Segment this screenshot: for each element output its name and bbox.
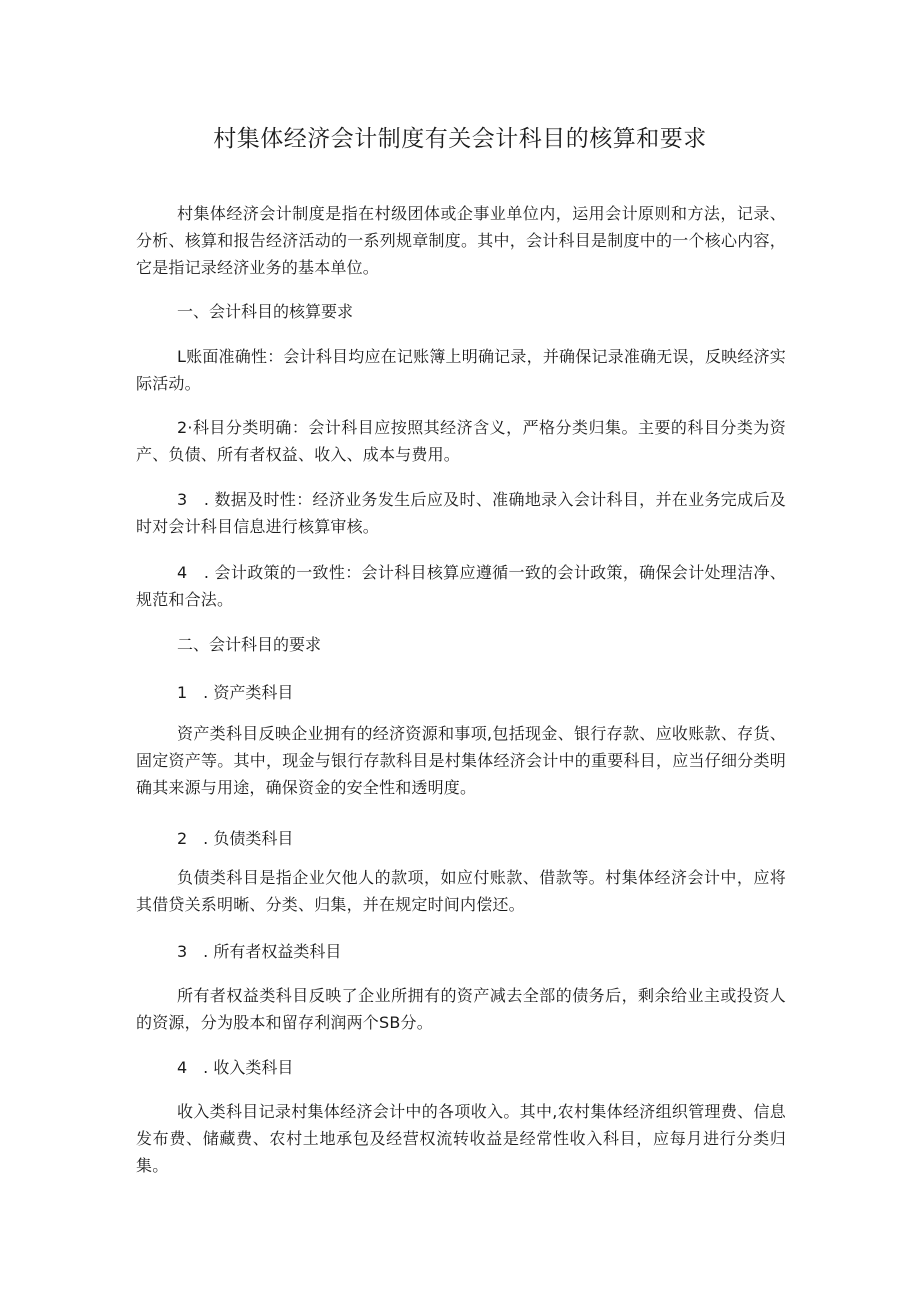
document-title: 村集体经济会计制度有关会计科目的核算和要求 xyxy=(213,126,707,152)
subsection-heading-revenue: 4 . 收入类科目 xyxy=(177,1058,294,1077)
subsection-body-equity: 所有者权益类科目反映了企业所拥有的资产减去全部的债务后，剩余给业主或投资人的资源，分为股本和留存利润两个SB分。 xyxy=(136,986,786,1032)
subsection-heading-liabilities: 2 . 负债类科目 xyxy=(177,829,294,848)
subsection-body-revenue: 收入类科目记录村集体经济会计中的各项收入。其中,农村集体经济组织管理费、信息发布费、储藏费、农村土地承包及经营权流转收益是经常性收入科目，应每月进行分类归集。 xyxy=(136,1102,786,1175)
intro-paragraph: 村集体经济会计制度是指在村级团体或企事业单位内，运用会计原则和方法，记录、分析、核算和报告经济活动的一系列规章制度。其中，会计科目是制度中的一个核心内容，它是指记录经济业务的基本单位。 xyxy=(136,204,786,277)
subsection-heading-equity: 3 . 所有者权益类科目 xyxy=(177,942,342,961)
subsection-body-assets: 资产类科目反映企业拥有的经济资源和事项,包括现金、银行存款、应收账款、存货、固定资产等。其中，现金与银行存款科目是村集体经济会计中的重要科目，应当仔细分类明确其来源与用途，确保资金的安全性和透明度。 xyxy=(136,724,786,797)
requirement-item: 4 . 会计政策的一致性：会计科目核算应遵循一致的会计政策，确保会计处理洁净、规范和合法。 xyxy=(136,563,786,609)
section-heading-accounting-requirements: 一、会计科目的核算要求 xyxy=(177,302,354,321)
section-heading-account-requirements: 二、会计科目的要求 xyxy=(177,635,322,654)
requirement-item: 2·科目分类明确：会计科目应按照其经济含义，严格分类归集。主要的科目分类为资产、负债、所有者权益、收入、成本与费用。 xyxy=(136,418,786,464)
subsection-heading-assets: 1 . 资产类科目 xyxy=(177,683,294,702)
requirement-item: L账面准确性：会计科目均应在记账簿上明确记录，并确保记录准确无误，反映经济实际活动。 xyxy=(136,347,786,393)
requirement-item: 3 . 数据及时性：经济业务发生后应及时、准确地录入会计科目，并在业务完成后及时对会计科目信息进行核算审核。 xyxy=(136,490,786,536)
subsection-body-liabilities: 负债类科目是指企业欠他人的款项，如应付账款、借款等。村集体经济会计中，应将其借贷关系明晰、分类、归集，并在规定时间内偿还。 xyxy=(136,868,786,914)
